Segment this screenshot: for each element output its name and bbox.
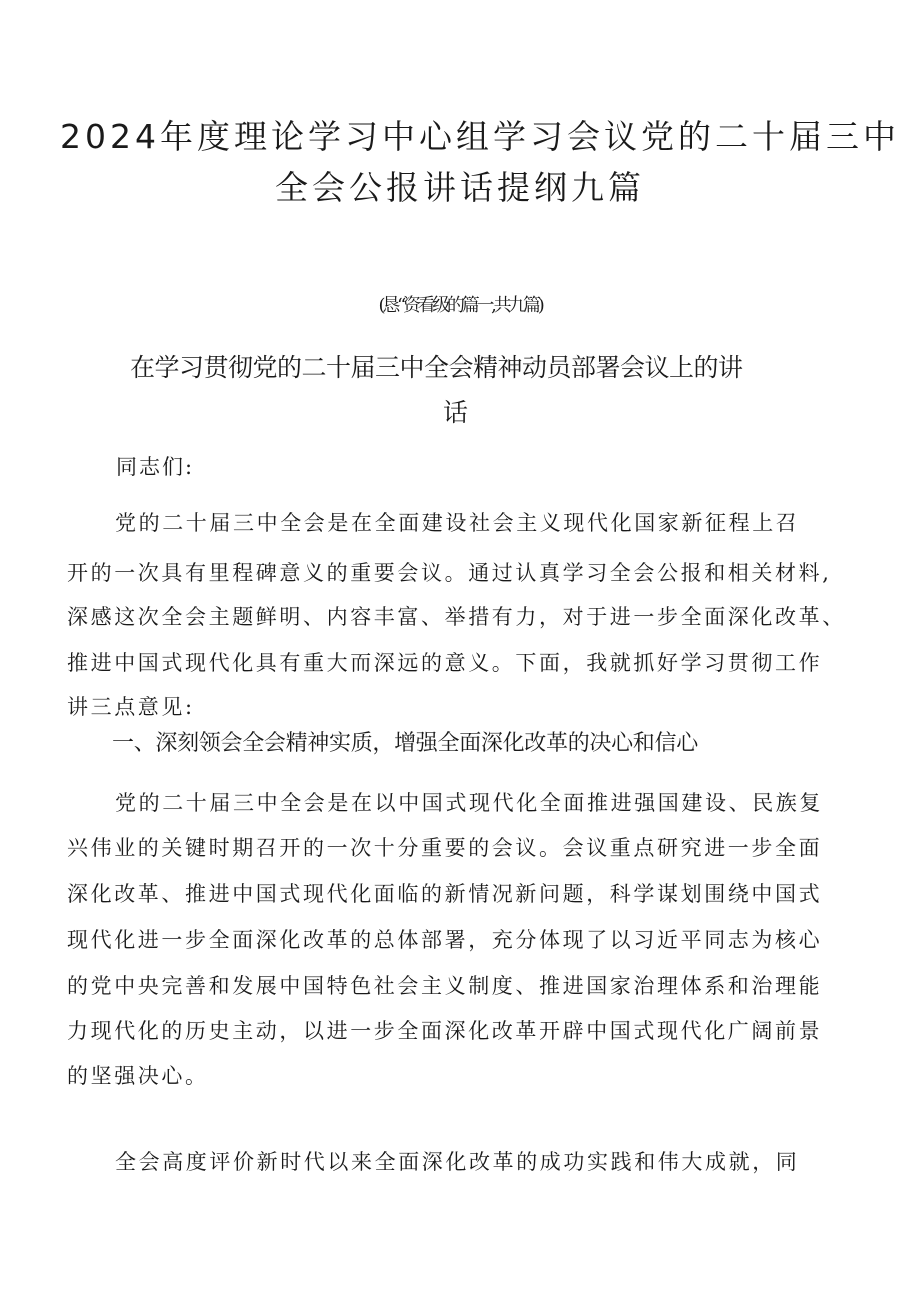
salutation: 同志们: <box>116 455 195 479</box>
paragraph-line: 讲三点意见: <box>67 695 195 719</box>
speech-title-line-2: 话 <box>443 398 468 427</box>
speech-title-line-1: 在学习贯彻党的二十届三中全会精神动员部署会议上的讲 <box>130 353 743 382</box>
paragraph-line: 开的一次具有里程碑意义的重要会议。通过认真学习全会公报和相关材料, <box>67 561 832 585</box>
paragraph-line: 深化改革、推进中国式现代化面临的新情况新问题，科学谋划围绕中国式 <box>67 882 823 906</box>
paragraph-line: 党的二十届三中全会是在全面建设社会主义现代化国家新征程上召 <box>115 511 800 535</box>
paragraph-line: 力现代化的历史主动，以进一步全面深化改革开辟中国式现代化广阔前景 <box>67 1019 823 1043</box>
paragraph-line: 现代化进一步全面深化改革的总体部署，充分体现了以习近平同志为核心 <box>67 928 823 952</box>
paragraph-line: 兴伟业的关键时期召开的一次十分重要的会议。会议重点研究进一步全面 <box>67 836 823 860</box>
paragraph-line: 的坚强决心。 <box>67 1064 209 1088</box>
paragraph-line: 全会高度评价新时代以来全面深化改革的成功实践和伟大成就，同 <box>115 1150 800 1174</box>
section-one-heading: 一、深刻领会全会精神实质，增强全面深化改革的决心和信心 <box>112 731 698 756</box>
paragraph-line: 的党中央完善和发展中国特色社会主义制度、推进国家治理体系和治理能 <box>67 974 823 998</box>
paragraph-line: 深感这次全会主题鲜明、内容丰富、举措有力，对于进一步全面深化改革、 <box>67 605 846 629</box>
document-title-line-2: 全会公报讲话提纲九篇 <box>275 168 645 207</box>
article-count-note: (恳“资看级的篇一,共九篇) <box>378 295 542 316</box>
document-title-line-1: 2024年度理论学习中心组学习会议党的二十届三中 <box>60 117 900 156</box>
paragraph-line: 推进中国式现代化具有重大而深远的意义。下面，我就抓好学习贯彻工作 <box>67 651 823 675</box>
paragraph-line: 党的二十届三中全会是在以中国式现代化全面推进强国建设、民族复 <box>115 791 823 815</box>
